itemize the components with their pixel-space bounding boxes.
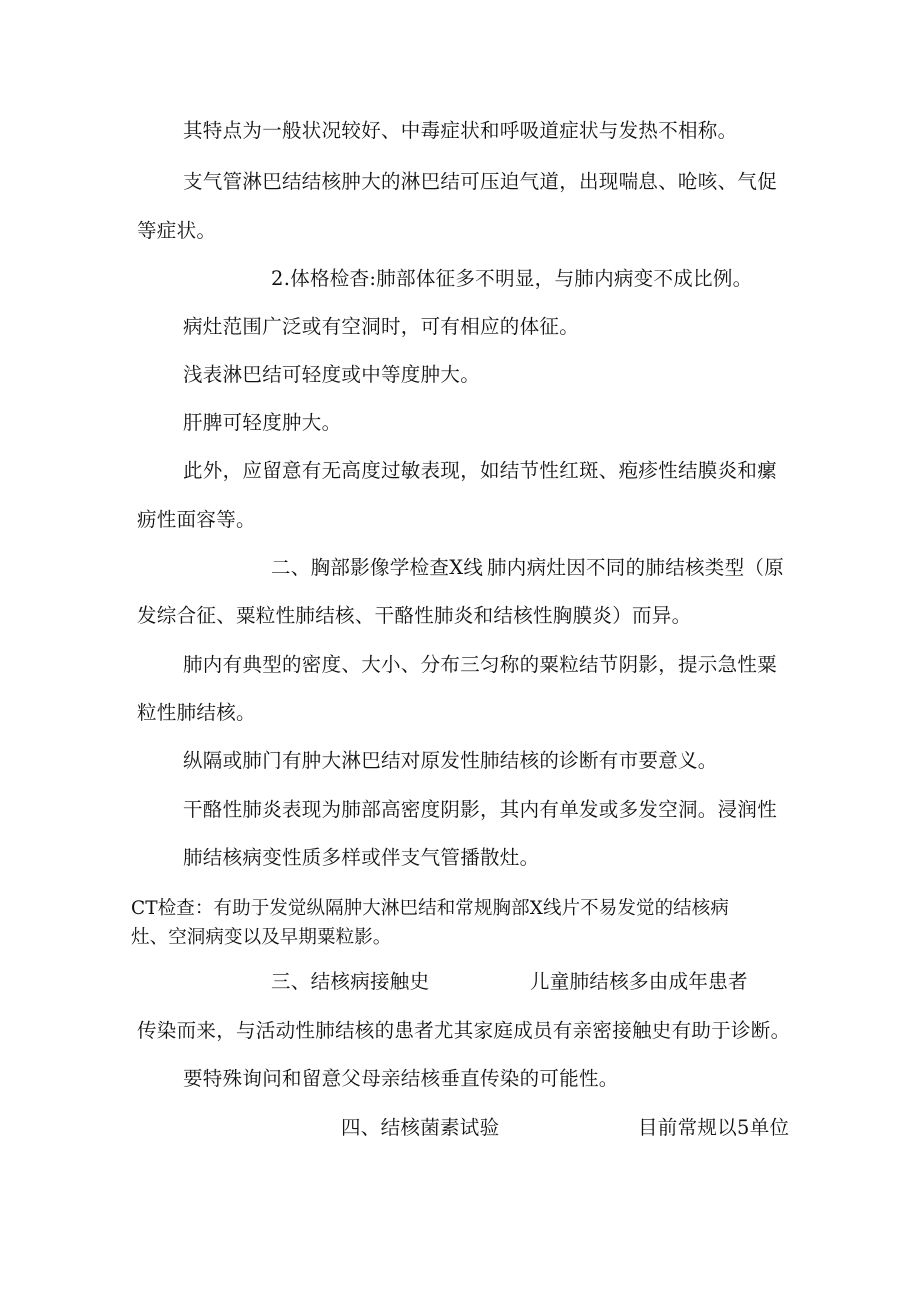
paragraph-line: 要特殊询问和留意父母亲结核垂直传染的可能性。 [183, 1067, 619, 1090]
paragraph-line: CT检查：有助于发觉纵隔肿大淋巴结和常规胸部X线片不易发觉的结核病 [131, 898, 729, 919]
paragraph-line: 肝脾可轻度肿大。 [183, 411, 342, 434]
paragraph-line: 肺结核病变性质多样或伴支气管播散灶。 [183, 846, 540, 869]
paragraph-line: 儿童肺结核多由成年患者 [530, 970, 748, 993]
paragraph-line: 灶、空洞病变以及早期粟粒影。 [131, 927, 392, 948]
section-heading: 二、胸部影像学检查X线 [271, 556, 484, 579]
paragraph-line: 等症状。 [137, 219, 217, 242]
section-heading: 四、结核菌素试验 [341, 1116, 500, 1139]
section-heading: 2.体格检杳:肺部体征多不明显，与肺内病变不成比例。 [271, 267, 753, 290]
paragraph-line: 肺内有典型的密度、大小、分布三匀称的粟粒结节阴影，提示急性粟 [183, 653, 778, 676]
paragraph-line: 粒性肺结核。 [137, 701, 256, 724]
paragraph-line: 目前常规以5单位 [638, 1116, 790, 1139]
paragraph-line: 此外，应留意有无高度过敏表现，如结节性红斑、疱疹性结膜炎和瘰 [183, 459, 778, 482]
paragraph-line: 纵隔或肺门有肿大淋巴结对原发性肺结核的诊断有市要意义。 [183, 749, 718, 772]
paragraph-line: 病灶范围广泛或有空洞时，可有相应的体征。 [183, 315, 580, 338]
section-heading: 三、结核病接触史 [271, 970, 430, 993]
paragraph-line: 支气管淋巴结结核肿大的淋巴结可压迫气道，出现喘息、呛咳、气促 [183, 170, 778, 193]
paragraph-line: 其特点为一般状况较好、中毒症状和呼吸道症状与发热不相称。 [183, 119, 738, 142]
paragraph-line: 肺内病灶因不同的肺结核类型（原 [487, 556, 785, 579]
paragraph-line: 浅表淋巴结可轻度或中等度肿大。 [183, 363, 481, 386]
paragraph-line: 干酪性肺炎表现为肺部高密度阴影，其内有单发或多发空洞。浸润性 [183, 798, 778, 821]
paragraph-line: 疬性面容等。 [137, 508, 256, 531]
paragraph-line: 传染而来，与活动性肺结核的患者尤其家庭成员有亲密接触史有助于诊断。 [137, 1019, 791, 1042]
paragraph-line: 发综合征、粟粒性肺结核、干酪性肺炎和结核性胸膜炎）而异。 [137, 604, 692, 627]
